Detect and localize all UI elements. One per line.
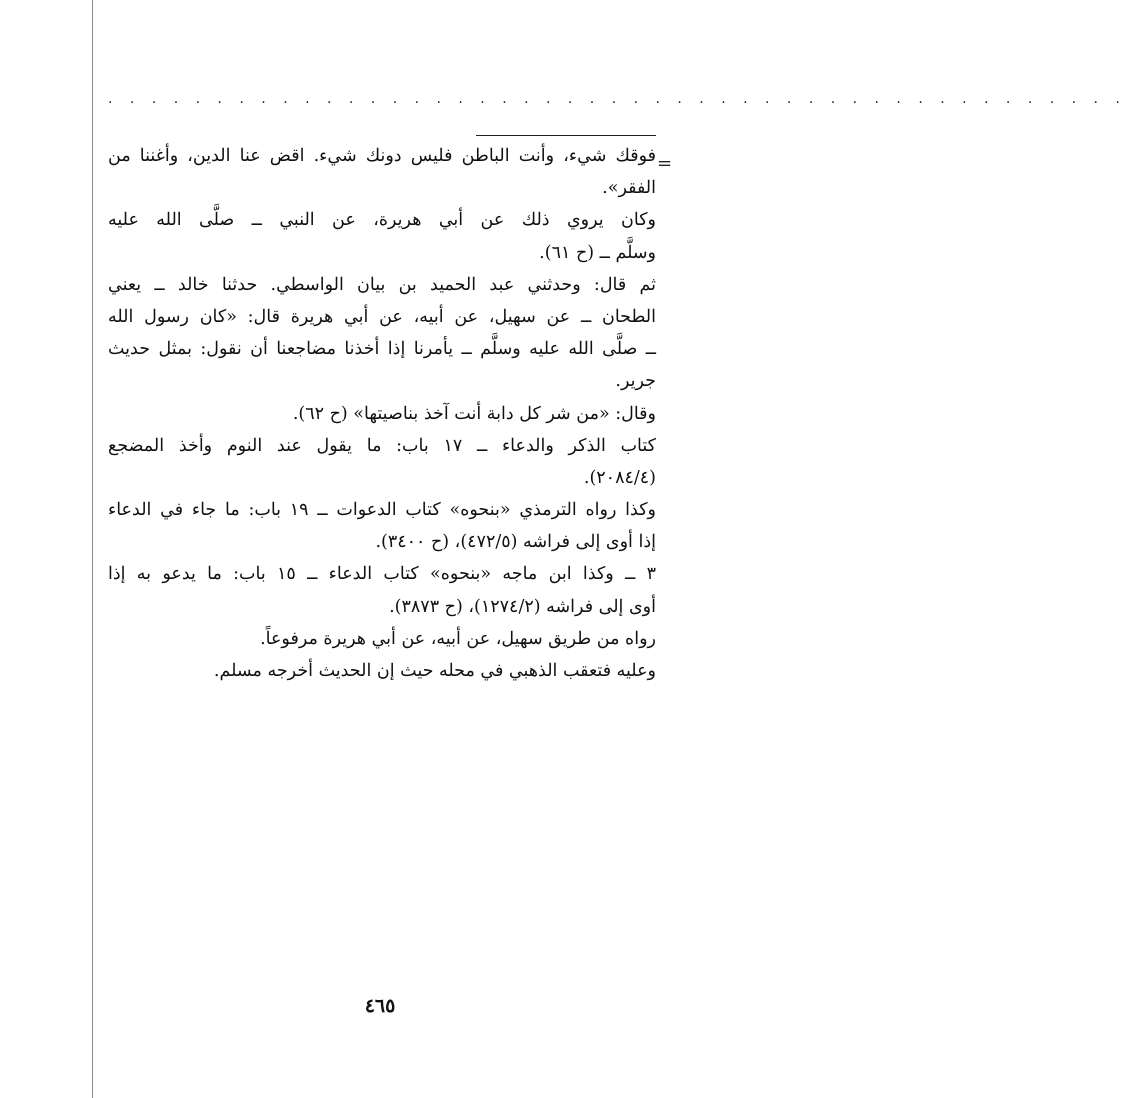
text-line-3: وكان يروي ذلك عن أبي هريرة، عن النبي ــ صلَّى الله عليه	[108, 210, 656, 231]
footnote-separator-rule	[476, 135, 656, 136]
text-line-13: إذا أوى إلى فراشه (٤٧٢/٥)، (ح ٣٤٠٠).	[375, 532, 656, 553]
text-line-16: رواه من طريق سهيل، عن أبيه، عن أبي هريرة مرفوعاً.	[260, 628, 656, 649]
dot-leader-divider: . . . . . . . . . . . . . . . . . . . . . . . . . . . . . . . . . . . . . . . . . . . . . . .	[108, 91, 1126, 107]
footnote-text-block	[108, 140, 656, 687]
text-line-6: الطحان ــ عن سهيل، عن أبيه، عن أبي هريرة قال: «كان رسول الله	[108, 306, 656, 327]
text-line-2: الفقر».	[602, 178, 656, 199]
text-line-15: أوى إلى فراشه (١٢٧٤/٢)، (ح ٣٨٧٣).	[389, 596, 656, 617]
text-line-12: وكذا رواه الترمذي «بنحوه» كتاب الدعوات ــ ١٩ باب: ما جاء في الدعاء	[108, 500, 656, 521]
page-edge-line	[92, 0, 93, 1098]
text-line-17: وعليه فتعقب الذهبي في محله حيث إن الحديث أخرجه مسلم.	[213, 661, 656, 681]
text-line-14: ٣ ــ وكذا ابن ماجه «بنحوه» كتاب الدعاء ــ ١٥ باب: ما يدعو به إذا	[108, 564, 656, 585]
text-line-10: كتاب الذكر والدعاء ــ ١٧ باب: ما يقول عند النوم وأخذ المضجع	[108, 435, 657, 456]
text-line-7: ــ صلَّى الله عليه وسلَّم ــ يأمرنا إذا أخذنا مضاجعنا أن نقول: بمثل حديث	[108, 339, 657, 360]
margin-continuation-mark: =	[657, 153, 673, 174]
text-line-8: جرير.	[615, 371, 656, 392]
text-line-1: فوقك شيء، وأنت الباطن فليس دونك شيء. اقض عنا الدين، وأغننا من	[108, 146, 656, 166]
text-line-9: وقال: «من شر كل دابة أنت آخذ بناصيتها» (ح ٦٢).	[292, 403, 656, 424]
text-line-11: (٢٠٨٤/٤).	[583, 467, 656, 488]
text-line-5: ثم قال: وحدثني عبد الحميد بن بيان الواسطي. حدثنا خالد ــ يعني	[108, 274, 656, 295]
page-number: ٤٦٥	[364, 995, 396, 1017]
text-line-4: وسلَّم ــ (ح ٦١).	[539, 242, 656, 263]
